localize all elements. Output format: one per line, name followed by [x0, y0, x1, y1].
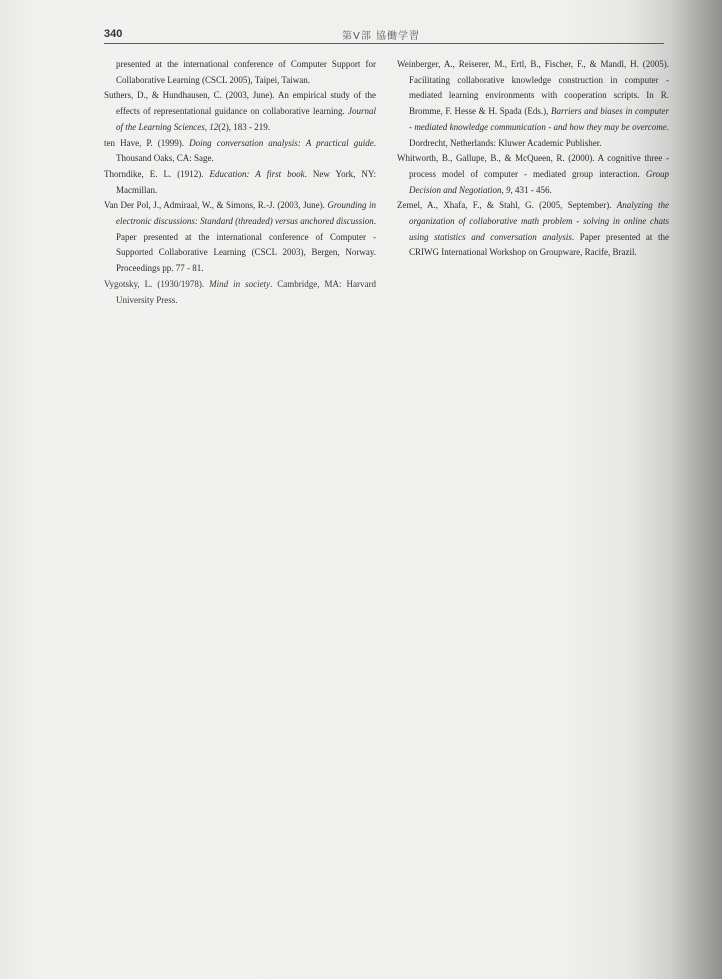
- reference-entry: [104, 88, 376, 135]
- reference-title: Doing conversation analysis: A practical guide: [189, 137, 374, 148]
- reference-entry: [397, 151, 669, 198]
- reference-details: . Paper presented at the international conference of Computer - Supported Collaborative Learning (CSCL 2003), Bergen, Norway. Proceedings pp. 77 - 81.: [116, 216, 376, 274]
- reference-text: Thorndike, E. L. (1912).: [104, 168, 210, 179]
- reference-details: . Cambridge, MA: Harvard University Press.: [116, 278, 376, 305]
- references-left-column: [104, 57, 376, 308]
- reference-text: Van Der Pol, J., Admiraal, W., & Simons, R.-J. (2003, June).: [104, 200, 328, 211]
- reference-details: (2), 183 - 219.: [218, 121, 270, 132]
- reference-entry: [397, 57, 669, 151]
- reference-details: , 431 - 456.: [510, 184, 552, 195]
- page-number: 340: [104, 28, 123, 40]
- reference-text: Suthers, D., & Hundhausen, C. (2003, June). An empirical study of the effects of representational guidance on collaborative learning.: [104, 90, 376, 117]
- reference-text: ten Have, P. (1999).: [104, 137, 190, 148]
- reference-title: Barriers and biases in computer - mediated knowledge communication - and how they may be overcome: [409, 106, 670, 132]
- reference-text: presented at the international conference of Computer Support for Collaborative Learning (CSCL 2005), Taipei, Taiwan.: [116, 59, 376, 85]
- reference-title: Education: A first book: [209, 168, 305, 179]
- reference-details: . Paper presented at the CRIWG International Workshop on Groupware, Racife, Brazil.: [409, 231, 669, 258]
- reference-title: Mind in society: [209, 278, 271, 289]
- running-title: 第V部 協働学習: [342, 31, 421, 42]
- reference-entry: [104, 277, 376, 308]
- reference-entry: [104, 136, 376, 167]
- reference-text: Whitworth, B., Gallupe, B., & McQueen, R. (2000). A cognitive three - process model of computer - mediated group interaction.: [397, 153, 669, 179]
- reference-text: Zemel, A., Xhafa, F., & Stahl, G. (2005, September).: [397, 200, 617, 211]
- reference-text: Weinberger, A., Reiserer, M., Ertl, B., Fischer, F., & Mandl, H. (2005). Facilitating collaborative knowledge construction in computer - mediated learning environments with cooperation scripts. In R. Bromme, F. Hesse & H. Spada (Eds.),: [397, 59, 669, 117]
- reference-title: Grounding in electronic discussions: Standard (threaded) versus anchored discussion: [116, 200, 377, 227]
- reference-title: Analyzing the organization of collaborative math problem - solving in online chats using statistics and conversation analysis: [409, 200, 669, 242]
- reference-entry: [104, 57, 376, 88]
- reference-entry: [397, 198, 669, 261]
- reference-details: . New York, NY: Macmillan.: [116, 168, 376, 195]
- page-header: [104, 27, 664, 44]
- reference-entry: [104, 198, 376, 277]
- references-right-column: [397, 57, 669, 261]
- reference-entry: [104, 167, 376, 198]
- reference-details: . Thousand Oaks, CA: Sage.: [116, 137, 376, 164]
- reference-title: Group Decision and Negotiation, 9: [409, 168, 669, 195]
- reference-title: Journal of the Learning Sciences, 12: [116, 106, 376, 132]
- reference-details: . Dordrecht, Netherlands: Kluwer Academic Publisher.: [409, 121, 669, 148]
- reference-text: Vygotsky, L. (1930/1978).: [104, 278, 210, 289]
